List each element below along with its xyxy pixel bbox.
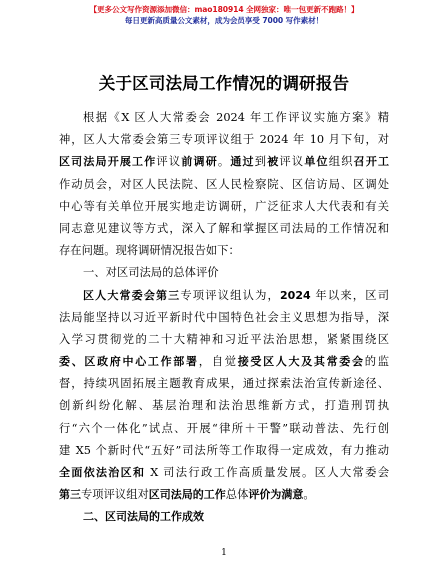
text-run: 专项评议组认为， (180, 288, 281, 302)
bold-text-run: 2024 (280, 288, 311, 302)
text-line (59, 218, 389, 240)
text-run: 存在问题。现将调研情况报告如下： (59, 244, 240, 258)
text-run: 行“六个一体化”试点、开展“律所＋干警”联动普法、先行创 (59, 421, 389, 435)
text-run: ，自觉 (198, 355, 238, 369)
promo-banner (0, 4, 448, 26)
text-line (59, 351, 389, 373)
page-number: 1 (221, 548, 227, 558)
bold-text-run: 评价为满意 (248, 488, 304, 502)
text-run: 神，区人大常委会第三专项评议组于 2024 年 10 月下旬，对 (59, 133, 389, 147)
document-title: 关于区司法局工作情况的调研报告 (98, 74, 350, 93)
text-line (59, 329, 389, 351)
text-run: 的监 (364, 355, 389, 369)
document-body (59, 107, 389, 529)
bold-text-run: 通过 (230, 155, 255, 169)
text-run: 法局能坚持以习近平新时代中国特色社会主义思想为指导，深 (59, 310, 389, 324)
text-line (59, 373, 389, 395)
text-line (59, 240, 389, 262)
text-line (59, 484, 389, 506)
bold-text-run: 区人大常委会第三 (83, 288, 181, 302)
bold-text-run: 区司法局开展工作 (59, 155, 157, 169)
text-run: 督，持续巩固拓展主题教育成果，通过探索法治宣传新途径、 (59, 377, 389, 391)
bold-text-run: 被 (267, 155, 280, 169)
bold-text-run: 全面依法治区和 (59, 466, 146, 479)
text-line (59, 285, 389, 307)
bold-text-run: 接受区人大及其常委会 (237, 355, 365, 369)
bold-text-run: 委、区政府中心工作部署 (59, 355, 199, 369)
bold-text-run: 召开工 (353, 155, 390, 169)
text-run: 。 (303, 488, 315, 502)
text-run: 组织 (328, 155, 354, 169)
text-line (59, 395, 389, 417)
text-line (59, 174, 389, 196)
text-run: 。 (217, 155, 231, 169)
text-run: 到 (254, 155, 268, 169)
paragraph-evaluation (59, 285, 389, 507)
text-run: X 司法行政工作高质量发展。区人大常委会 (145, 466, 390, 479)
text-line (59, 107, 389, 129)
text-line (59, 418, 389, 440)
text-line (59, 196, 389, 218)
promo-line-2: 每日更新高质量公文素材，成为会员享受 7000 写作素材！ (124, 16, 324, 25)
text-run: 同志意见建议等方式，深入了解和掌握区司法局的工作情况和 (59, 221, 389, 235)
section-heading-1: 一、对区司法局的总体评价 (83, 266, 219, 280)
text-run: 入学习贯彻党的二十大精神和习近平法治思想，紧紧围绕区 (59, 332, 389, 346)
text-line (59, 151, 389, 173)
text-run: 专项评议组对 (81, 488, 149, 502)
promo-line-1: 【更多公文写作资源添加微信：mao180914 全网独家：唯一包更新不跑路！】 (89, 5, 359, 14)
section-heading-2: 二、区司法局的工作成效 (83, 510, 204, 524)
bold-text-run: 第三 (59, 488, 81, 502)
text-line (59, 440, 389, 462)
text-line (59, 307, 389, 329)
text-run: 建 X5 个新时代“五好”司法所等工作取得一定成效，有力推动 (59, 443, 389, 457)
text-run: 评议 (156, 155, 182, 169)
text-run: 评议 (279, 155, 305, 169)
text-line (59, 129, 389, 151)
text-run: 中心等有关单位开展实地走访调研，广泛征求人大代表和有关 (59, 199, 389, 213)
text-run: 创新纠纷化解、基层治理和法治思维新方式，打造刑罚执 (59, 399, 389, 413)
text-run: 年以来，区司 (310, 288, 389, 302)
bold-text-run: 区司法局的工作 (148, 488, 226, 502)
paragraph-intro (59, 107, 389, 262)
bold-text-run: 单位 (304, 155, 329, 169)
text-run: 根据《X 区人大常委会 2024 年工作评议实施方案》精 (83, 111, 389, 124)
text-run: 总体 (225, 488, 249, 502)
bold-text-run: 前调研 (181, 155, 218, 169)
text-line (59, 462, 389, 484)
text-run: 作动员会，对区人民法院、区人民检察院、区信访局、区调处 (59, 177, 389, 191)
